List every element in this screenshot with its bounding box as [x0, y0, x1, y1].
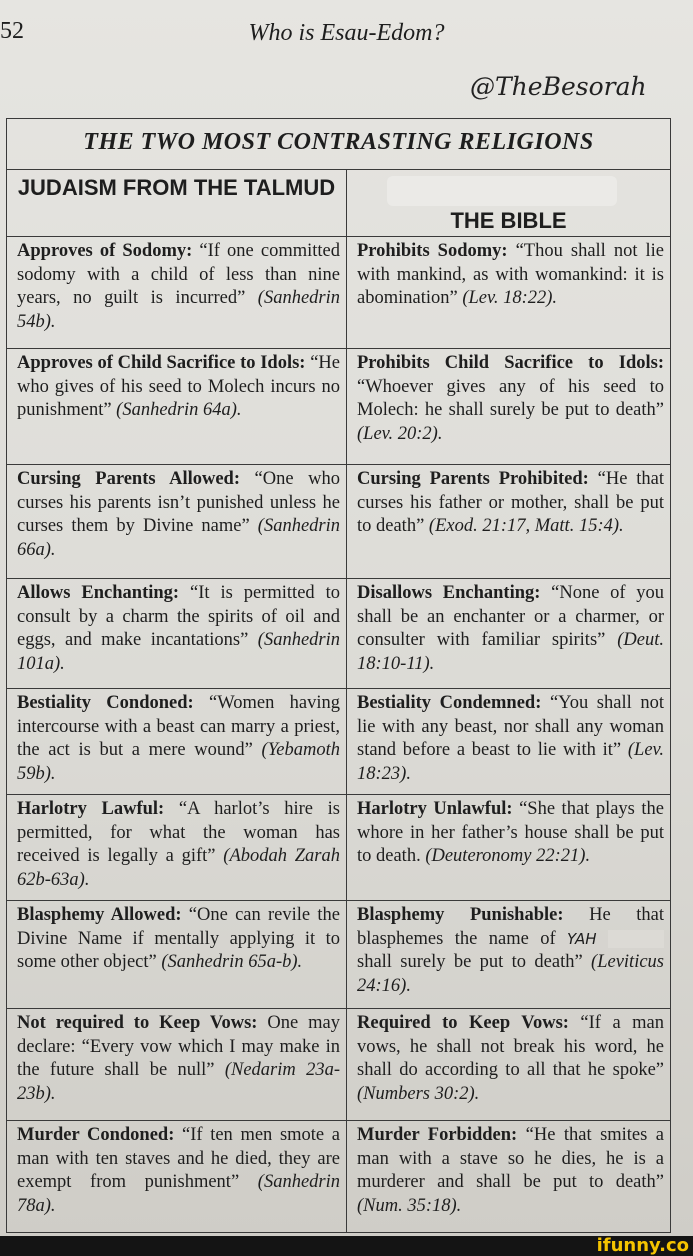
cell-text: “Whoever gives any of his seed to Molech: he shall surely be put to death” [357, 376, 664, 421]
column-header-judaism: JUDAISM FROM THE TALMUD [7, 170, 347, 237]
redaction-mark [608, 930, 664, 948]
cell-text: “If ten men smote a man with ten staves and he died, they are exempt from punishment” [17, 1125, 340, 1193]
cell-text: “A harlot’s hire is permitted, for what the woman has received is legally a gift” [17, 799, 340, 867]
table-title: THE TWO MOST CONTRASTING RELIGIONS [7, 119, 671, 170]
cell-heading: Prohibits Sodomy: [357, 241, 508, 261]
cell-text: “He that smites a man with a stave so he dies, he is a murderer and shall be put to death” [357, 1125, 664, 1193]
cell-text: “It is permitted to consult by a charm the spirits of oil and eggs, and make incantations” [17, 583, 340, 651]
cell-heading: Approves of Child Sacrifice to Idols: [17, 353, 306, 373]
cell-text: “You shall not lie with any beast, nor shall any woman stand before a beast to lie with it” [357, 693, 664, 761]
talmud-cell [7, 579, 347, 689]
cell-text: “Thou shall not lie with mankind, as with womankind: it is abomination” [357, 241, 664, 309]
bible-cell [347, 1121, 671, 1233]
ifunny-logo: ifunny.co [596, 1235, 689, 1256]
cell-reference: (Deut. 18:10-11). [357, 630, 664, 674]
cell-reference: (Sanhedrin 64a). [116, 400, 242, 421]
cell-text: “One who curses his parents isn’t punished unless he curses them by Divine name” [17, 469, 340, 537]
cell-text: One may declare: “Every vow which I may make in the future shall be null” [17, 1013, 340, 1081]
comparison-table [6, 118, 671, 1233]
cell-reference: (Lev. 18:23). [357, 740, 664, 784]
bible-cell [347, 689, 671, 795]
table-row [7, 237, 671, 349]
bible-cell [347, 349, 671, 465]
cell-reference: (Abodah Zarah 62b-63a). [17, 846, 340, 890]
talmud-cell [7, 349, 347, 465]
cell-reference: (Num. 35:18). [357, 1195, 462, 1216]
talmud-cell [7, 1121, 347, 1233]
cell-text: He that blasphemes the name of [357, 905, 665, 949]
cell-heading: Prohibits Child Sacrifice to Idols: [357, 353, 664, 373]
bible-cell [347, 795, 671, 901]
talmud-cell [7, 1009, 347, 1121]
cell-heading: Cursing Parents Prohibited: [357, 469, 589, 489]
cell-text: “He that curses his father or mother, shall be put to death” [357, 469, 664, 537]
column-header-bible [347, 170, 671, 237]
cell-text: “He who gives of his seed to Molech incurs no punishment” [17, 353, 340, 421]
cell-reference: (Lev. 20:2). [357, 423, 443, 444]
cell-text: “Women having intercourse with a beast can marry a priest, the act is but a mere wound” [17, 693, 340, 761]
handwritten-watermark: @TheBesorah [470, 72, 647, 101]
running-title: Who is Esau-Edom? [248, 20, 445, 46]
cell-reference: (Exod. 21:17, Matt. 15:4). [428, 516, 624, 537]
table-row [7, 465, 671, 579]
bible-cell [347, 1009, 671, 1121]
cell-reference: (Yebamoth 59b). [17, 740, 340, 784]
cell-text: “None of you shall be an enchanter or a charmer, or consulter with familiar spirits” [357, 583, 664, 651]
cell-heading: Blasphemy Punishable: [357, 905, 564, 925]
talmud-cell [7, 237, 347, 349]
table-row [7, 349, 671, 465]
cell-reference: (Numbers 30:2). [357, 1083, 480, 1104]
table-row [7, 1009, 671, 1121]
cell-heading: Bestiality Condemned: [357, 693, 542, 713]
table-row [7, 1121, 671, 1233]
cell-text: “If a man vows, he shall not break his word, he shall do according to all that he spoke” [357, 1013, 664, 1081]
cell-heading: Required to Keep Vows: [357, 1013, 569, 1033]
cell-heading: Approves of Sodomy: [17, 241, 193, 261]
column-header-bible-label: THE BIBLE [450, 208, 567, 233]
cell-heading: Harlotry Lawful: [17, 799, 165, 819]
table-row [7, 901, 671, 1009]
cell-reference: (Lev. 18:22). [462, 288, 558, 309]
ifunny-footer-bar [0, 1236, 693, 1256]
cell-text: “She that plays the whore in her father’s house shall be put to death. [357, 799, 665, 867]
cell-heading: Murder Forbidden: [357, 1125, 518, 1145]
bible-cell [347, 237, 671, 349]
cell-heading: Murder Condoned: [17, 1125, 175, 1145]
cell-heading: Allows Enchanting: [17, 583, 180, 603]
cell-reference: (Sanhedrin 54b). [17, 288, 340, 332]
cell-reference: (Sanhedrin 66a). [17, 516, 340, 560]
cell-reference: (Sanhedrin 78a). [17, 1172, 340, 1216]
table-row [7, 795, 671, 901]
bible-cell [347, 901, 671, 1009]
talmud-cell [7, 901, 347, 1009]
cell-text: “One can revile the Divine Name if mentally applying it to some other object” [17, 905, 340, 973]
cell-reference: (Leviticus 24:16). [357, 952, 664, 996]
bible-cell [347, 465, 671, 579]
cell-reference: (Sanhedrin 65a-b). [161, 952, 303, 973]
cell-reference: (Nedarim 23a-23b). [17, 1060, 340, 1104]
bible-cell [347, 579, 671, 689]
table-row [7, 579, 671, 689]
talmud-cell [7, 795, 347, 901]
page-number: 52 [0, 18, 24, 44]
cell-heading: Cursing Parents Allowed: [17, 469, 241, 489]
cell-heading: Blasphemy Allowed: [17, 905, 182, 925]
table-row [7, 689, 671, 795]
talmud-cell [7, 689, 347, 795]
cell-heading: Not required to Keep Vows: [17, 1013, 258, 1033]
cell-text: shall surely be put to death” [357, 952, 592, 973]
handwritten-yah: YAH [567, 929, 597, 948]
cell-reference: (Sanhedrin 101a). [17, 630, 340, 674]
cell-text: “If one committed sodomy with a child of less than nine years, no guilt is incurred” [17, 241, 340, 309]
cell-heading: Disallows Enchanting: [357, 583, 541, 603]
talmud-cell [7, 465, 347, 579]
redaction-mark [387, 176, 617, 206]
cell-reference: (Deuteronomy 22:21). [425, 846, 591, 867]
cell-heading: Harlotry Unlawful: [357, 799, 513, 819]
cell-heading: Bestiality Condoned: [17, 693, 194, 713]
